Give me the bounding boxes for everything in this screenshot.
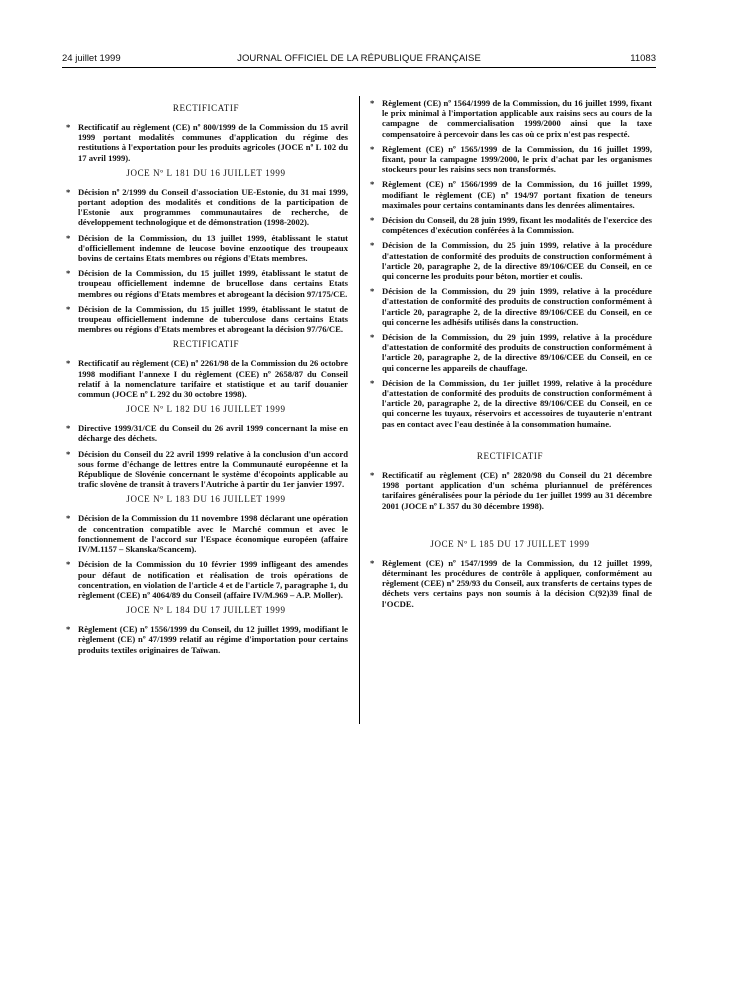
- item-text: Décision du Conseil du 22 avril 1999 relative à la conclusion d'un accord sous forme d'échange de lettres entre la Communauté européenne et la République de Slovénie concernant le système d'écopoints applicable au trafic slovène de transit à travers l'Autriche à partir du 1er janvier 1997.: [78, 448, 348, 490]
- right-column: [368, 98, 652, 614]
- item-text: Décision de la Commission du 11 novembre 1998 déclarant une opération de concentration compatible avec le Marché commun et avec le fonctionnement de l'accord sur l'Espace économique européen (affaire IV/M.1157 – Skanska/Scancem).: [78, 513, 348, 555]
- item-text: Rectificatif au règlement (CE) nº 2820/98 du Conseil du 21 décembre 1998 portant application d'un schéma pluriannuel de préférences tarifaires généralisées pour la période du 1er juillet 1999 au 31 décembre 2001 (JOCE nº L 357 du 30 décembre 1998).: [382, 469, 652, 511]
- list-item: [64, 513, 348, 554]
- section-heading: RECTIFICATIF: [172, 339, 240, 350]
- asterisk-bullet-icon: *: [370, 98, 375, 108]
- asterisk-bullet-icon: *: [66, 268, 71, 279]
- asterisk-bullet-icon: *: [370, 179, 375, 190]
- item-text: Directive 1999/31/CE du Conseil du 26 avril 1999 concernant la mise en décharge des déchets.: [78, 423, 348, 444]
- list-item: [64, 358, 348, 399]
- list-item: [64, 423, 348, 443]
- item-text: Décision de la Commission, du 25 juin 1999, relative à la procédure d'attestation de conformité des produits de construction conformément à l'article 20, paragraphe 2, de la directive 89/106/CEE du Conseil, en ce qui concerne les produits pour béton, mortier et coulis.: [382, 240, 652, 282]
- list-item: [368, 558, 652, 609]
- asterisk-bullet-icon: *: [370, 143, 375, 154]
- list-item: [368, 215, 652, 235]
- list-item: [368, 286, 652, 327]
- section-heading: JOCE Nº L 185 DU 17 JUILLET 1999: [430, 538, 590, 549]
- asterisk-bullet-icon: *: [66, 232, 71, 243]
- list-item: [64, 122, 348, 163]
- list-item: [64, 233, 348, 264]
- item-text: Règlement (CE) nº 1565/1999 de la Commission, du 16 juillet 1999, fixant, pour la campagne 1999/2000, le prix d'achat par les organismes stockeurs pour les raisins secs non transformés.: [382, 143, 652, 175]
- item-text: Décision de la Commission, du 15 juillet 1999, établissant le statut de troupeau officiellement indemne de brucellose dans certains Etats membres ou régions d'Etats membres et abrogeant la décision 97/175/CE.: [78, 268, 348, 299]
- asterisk-bullet-icon: *: [370, 332, 375, 343]
- list-item: [64, 624, 348, 655]
- section-heading: JOCE Nº L 182 DU 16 JUILLET 1999: [126, 404, 286, 415]
- header-date: 24 juillet 1999: [62, 53, 121, 64]
- list-item: [368, 378, 652, 429]
- asterisk-bullet-icon: *: [370, 286, 375, 297]
- item-text: Décision de la Commission, du 13 juillet 1999, établissant le statut d'officiellement indemne de leucose bovine enzootique des troupeaux bovins de certains Etats membres ou régions d'Etats membres.: [78, 232, 348, 264]
- item-text: Règlement (CE) nº 1556/1999 du Conseil, du 12 juillet 1999, modifiant le règlement (CE) nº 47/1999 relatif au régime d'importation pour certains produits textiles originaires de Taïwan.: [78, 624, 348, 655]
- asterisk-bullet-icon: *: [66, 122, 71, 132]
- asterisk-bullet-icon: *: [370, 469, 375, 480]
- item-text: Décision de la Commission du 10 février 1999 infligeant des amendes pour défaut de notification et réalisation de trois opérations de concentration, en violation de l'article 4 et de l'article 7, paragraphe 1, du règlement (CEE) nº 4064/89 du Conseil (affaire IV/M.969 – A.P. Moller).: [78, 559, 348, 600]
- asterisk-bullet-icon: *: [66, 303, 71, 314]
- header-journal-title: JOURNAL OFFICIEL DE LA RÉPUBLIQUE FRANÇAISE: [237, 53, 481, 64]
- asterisk-bullet-icon: *: [66, 358, 71, 369]
- asterisk-bullet-icon: *: [66, 423, 71, 434]
- asterisk-bullet-icon: *: [66, 559, 71, 570]
- page-header: [62, 53, 656, 67]
- left-column: [64, 98, 348, 660]
- item-text: Décision de la Commission, du 1er juillet 1999, relative à la procédure d'attestation de conformité des produits de construction conformément à l'article 20, paragraphe 2, de la directive 89/106/CEE du Conseil, en ce qui concerne les tuyaux, réservoirs et accessoires de tuyauterie n'entrant pas en contact avec l'eau destinée à la consommation humaine.: [382, 377, 652, 429]
- header-page-number: 11083: [630, 53, 656, 64]
- section-heading: RECTIFICATIF: [172, 103, 240, 113]
- section-heading: JOCE Nº L 181 DU 16 JUILLET 1999: [126, 167, 286, 178]
- asterisk-bullet-icon: *: [66, 186, 71, 197]
- list-item: [368, 144, 652, 175]
- section-heading: JOCE Nº L 183 DU 16 JUILLET 1999: [126, 494, 286, 505]
- item-text: Décision de la Commission, du 29 juin 1999, relative à la procédure d'attestation de conformité des produits de construction conformément à l'article 20, paragraphe 2, de la directive 89/106/CEE du Conseil, en ce qui concerne les appareils de chauffage.: [382, 332, 652, 373]
- item-text: Décision nº 2/1999 du Conseil d'association UE-Estonie, du 31 mai 1999, portant adoption des modalités et conditions de la participation de l'Estonie aux programmes communautaires de recherche, de développement technologique et de démonstration (1998-2002).: [78, 186, 348, 228]
- header-rule: [62, 67, 656, 68]
- item-text: Rectificatif au règlement (CE) nº 2261/98 de la Commission du 26 octobre 1998 modifiant l'annexe I du règlement (CEE) nº 2658/87 du Conseil relatif à la nomenclature tarifaire et statistique et au tarif douanier commun (JOCE nº L 292 du 30 octobre 1998).: [78, 358, 348, 400]
- asterisk-bullet-icon: *: [66, 513, 71, 524]
- list-item: [368, 98, 652, 139]
- item-text: Décision de la Commission, du 29 juin 1999, relative à la procédure d'attestation de conformité des produits de construction conformément à l'article 20, paragraphe 2, de la directive 89/106/CEE du Conseil, en ce qui concerne les adhésifs utilisés dans la construction.: [382, 286, 652, 327]
- column-divider: [359, 96, 360, 724]
- list-item: [64, 559, 348, 600]
- asterisk-bullet-icon: *: [370, 240, 375, 251]
- list-item: [64, 304, 348, 335]
- section-heading: RECTIFICATIF: [476, 450, 544, 461]
- item-text: Règlement (CE) nº 1564/1999 de la Commission, du 16 juillet 1999, fixant le prix minimal à l'importation applicable aux raisins secs au cours de la campagne de commercialisation 1999/2000 ainsi que la taxe compensatoire à percevoir dans les cas où ce prix n'est pas respecté.: [382, 98, 652, 139]
- item-text: Règlement (CE) nº 1547/1999 de la Commission, du 12 juillet 1999, déterminant les procédures de contrôle à appliquer, conformément au règlement (CEE) nº 259/93 du Conseil, aux transferts de certains types de déchets vers certains pays non soumis à la décision C(92)39 final de l'OCDE.: [382, 557, 652, 609]
- asterisk-bullet-icon: *: [370, 377, 375, 388]
- asterisk-bullet-icon: *: [66, 448, 71, 459]
- list-item: [64, 449, 348, 490]
- section-heading: JOCE Nº L 184 DU 17 JUILLET 1999: [126, 605, 286, 616]
- item-text: Décision de la Commission, du 15 juillet 1999, établissant le statut de troupeau officiellement indemne de tuberculose dans certains Etats membres ou régions d'Etats membres et abrogeant la décision 97/76/CE.: [78, 303, 348, 335]
- item-text: Décision du Conseil, du 28 juin 1999, fixant les modalités de l'exercice des compétences d'exécution conférées à la Commission.: [382, 215, 652, 236]
- list-item: [64, 187, 348, 228]
- asterisk-bullet-icon: *: [66, 624, 71, 635]
- list-item: [368, 332, 652, 373]
- list-item: [64, 268, 348, 299]
- asterisk-bullet-icon: *: [370, 557, 375, 568]
- asterisk-bullet-icon: *: [370, 215, 375, 226]
- item-text: Rectificatif au règlement (CE) nº 800/1999 de la Commission du 15 avril 1999 portant modalités communes d'application du régime des restitutions à l'exportation pour les produits agricoles (JOCE nº L 102 du 17 avril 1999).: [78, 122, 348, 163]
- list-item: [368, 179, 652, 210]
- list-item: [368, 240, 652, 281]
- item-text: Règlement (CE) nº 1566/1999 de la Commission, du 16 juillet 1999, modifiant le règlement (CE) nº 194/97 portant fixation de teneurs maximales pour certains contaminants dans les denrées alimentaires.: [382, 179, 652, 210]
- list-item: [368, 470, 652, 511]
